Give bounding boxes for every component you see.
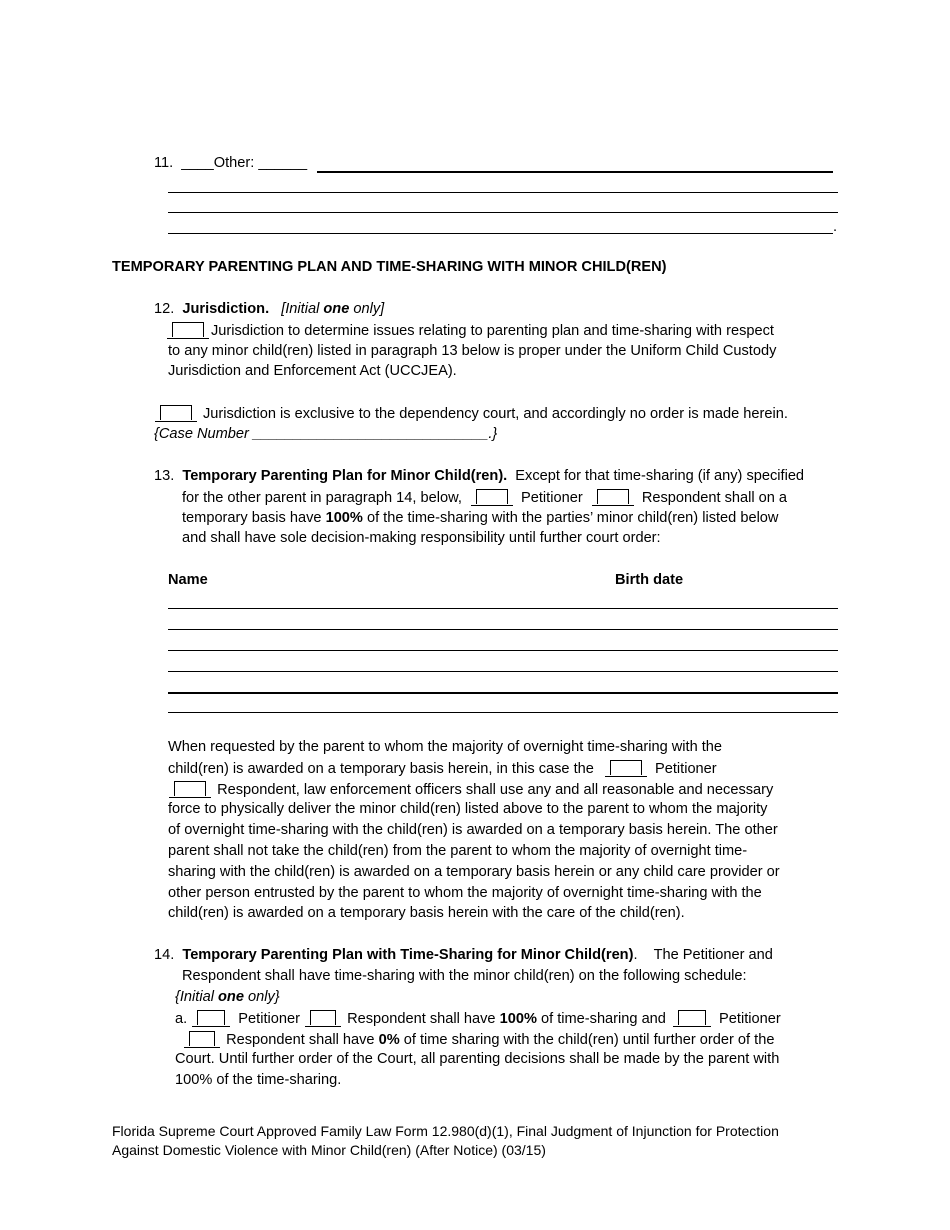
item-11-number: 11. — [154, 155, 174, 171]
footer-line-1: Florida Supreme Court Approved Family Law Form 12.980(d)(1), Final Judgment of Injunction for Protection — [112, 1123, 779, 1139]
checkbox-enforcement-petitioner[interactable] — [610, 760, 642, 775]
item-13-line-2-post: Respondent shall on a — [641, 490, 788, 506]
item-14-option-a-line-3: Court. Until further order of the Court, all parenting decisions shall be made by the parent with — [175, 1051, 780, 1067]
child-entry-line[interactable] — [168, 712, 838, 713]
section-heading: TEMPORARY PARENTING PLAN AND TIME-SHARING WITH MINOR CHILD(REN) — [112, 259, 667, 275]
enforcement-line-8: other person entrusted by the parent to whom the majority of overnight time-sharing with the — [168, 885, 762, 901]
item-14-option-a-line-4: 100% of the time-sharing. — [175, 1072, 342, 1088]
enforcement-line-5: of overnight time-sharing with the child(ren) is awarded on a temporary basis herein. The other — [168, 822, 778, 838]
item-12-heading — [154, 301, 384, 317]
initial-box-14a-respondent[interactable] — [310, 1010, 336, 1025]
item-12-option-1-line-3: Jurisdiction and Enforcement Act (UCCJEA). — [168, 363, 457, 379]
column-header-birth-date: Birth date — [615, 572, 684, 588]
enforcement-line-2: child(ren) is awarded on a temporary basis herein, in this case the Petitioner — [168, 761, 717, 777]
enforcement-line-3: Respondent, law enforcement officers shall use any and all reasonable and necessary — [174, 781, 773, 798]
child-entry-line[interactable] — [168, 629, 838, 630]
item-14-title: Temporary Parenting Plan with Time-Sharing for Minor Child(ren) — [182, 947, 634, 963]
checkbox-enforcement-respondent[interactable] — [174, 781, 206, 796]
item-14-line-2: Respondent shall have time-sharing with the minor child(ren) on the following schedule: — [182, 968, 747, 984]
initial-box-14a-petitioner[interactable] — [197, 1010, 225, 1025]
checkbox-13-respondent[interactable] — [597, 489, 629, 504]
item-12-title: Jurisdiction. — [182, 301, 270, 317]
item-12-option-2 — [160, 405, 788, 422]
item-13-line-4: and shall have sole decision-making responsibility until further court order: — [182, 530, 661, 546]
enforcement-line-9: child(ren) is awarded on a temporary basis herein with the care of the child(ren). — [168, 905, 685, 921]
item-13-line-3: temporary basis have 100% of the time-sharing with the parties’ minor child(ren) listed below — [182, 510, 779, 526]
item-12-option-1 — [172, 322, 774, 339]
item-14-option-a-line-2: Respondent shall have 0% of time sharing with the child(ren) until further order of the — [189, 1031, 774, 1048]
item-13-number: 13. — [154, 468, 175, 484]
child-entry-line[interactable] — [168, 608, 838, 609]
child-entry-line[interactable] — [168, 650, 838, 651]
item-11-line — [154, 155, 307, 171]
child-entry-line[interactable] — [168, 692, 838, 694]
item-12-instruction: [Initial one only] — [281, 301, 385, 317]
item-11-answer-line-4[interactable] — [168, 233, 833, 234]
item-14-line-1: 14. Temporary Parenting Plan with Time-Sharing for Minor Child(ren). The Petitioner and — [154, 947, 773, 963]
item-11-answer-line-2[interactable] — [168, 192, 838, 193]
item-11-label: Other: — [213, 155, 255, 171]
item-12-number: 12. — [154, 301, 175, 317]
item-14-option-a-label: a. — [175, 1011, 188, 1027]
item-12-option-1-line-1: Jurisdiction to determine issues relating to parenting plan and time-sharing with respect — [211, 323, 774, 339]
item-13-petitioner-label: Petitioner — [521, 490, 583, 506]
initial-box-uccjea[interactable] — [172, 322, 204, 337]
item-11-blank-prefix[interactable]: ____ — [181, 155, 214, 171]
item-14-option-a: a. Petitioner Respondent shall have 100% of time-sharing and Petitioner — [175, 1011, 781, 1027]
item-13-title: Temporary Parenting Plan for Minor Child(ren). — [182, 468, 508, 484]
item-11-blank-suffix[interactable]: ______ — [258, 155, 308, 171]
enforcement-line-7: sharing with the child(ren) is awarded on a temporary basis herein or any child care provider or — [168, 864, 780, 880]
item-13-line-1 — [154, 468, 804, 484]
initial-box-14a-petitioner-0[interactable] — [678, 1010, 706, 1025]
checkbox-13-petitioner[interactable] — [476, 489, 508, 504]
item-13-line-2-pre: for the other parent in paragraph 14, below, — [182, 490, 462, 506]
item-13-line-1-rest: Except for that time-sharing (if any) specified — [515, 468, 805, 484]
enforcement-line-6: parent shall not take the child(ren) from the parent to whom the majority of overnight time- — [168, 843, 748, 859]
item-13-line-2 — [182, 489, 787, 506]
item-14-instruction: {Initial one only} — [175, 989, 280, 1005]
enforcement-line-1: When requested by the parent to whom the majority of overnight time-sharing with the — [168, 739, 723, 755]
item-12-option-2-text: Jurisdiction is exclusive to the dependency court, and accordingly no order is made herein. — [203, 406, 788, 422]
item-12-option-1-line-2: to any minor child(ren) listed in paragraph 13 below is proper under the Uniform Child Custody — [168, 343, 777, 359]
enforcement-line-4: force to physically deliver the minor child(ren) listed above to the parent to whom the majority — [168, 801, 768, 817]
item-14-number: 14. — [154, 947, 175, 963]
item-12-case-number[interactable]: {Case Number _____________________________.} — [154, 426, 498, 442]
item-11-answer-line-3[interactable] — [168, 212, 838, 213]
item-11-end-period: . — [833, 219, 838, 235]
child-entry-line[interactable] — [168, 671, 838, 672]
item-11-answer-line[interactable] — [317, 171, 833, 173]
column-header-name: Name — [168, 572, 208, 588]
footer-line-2: Against Domestic Violence with Minor Child(ren) (After Notice) (03/15) — [112, 1142, 546, 1158]
initial-box-14a-respondent-0[interactable] — [189, 1031, 215, 1046]
initial-box-dependency[interactable] — [160, 405, 192, 420]
